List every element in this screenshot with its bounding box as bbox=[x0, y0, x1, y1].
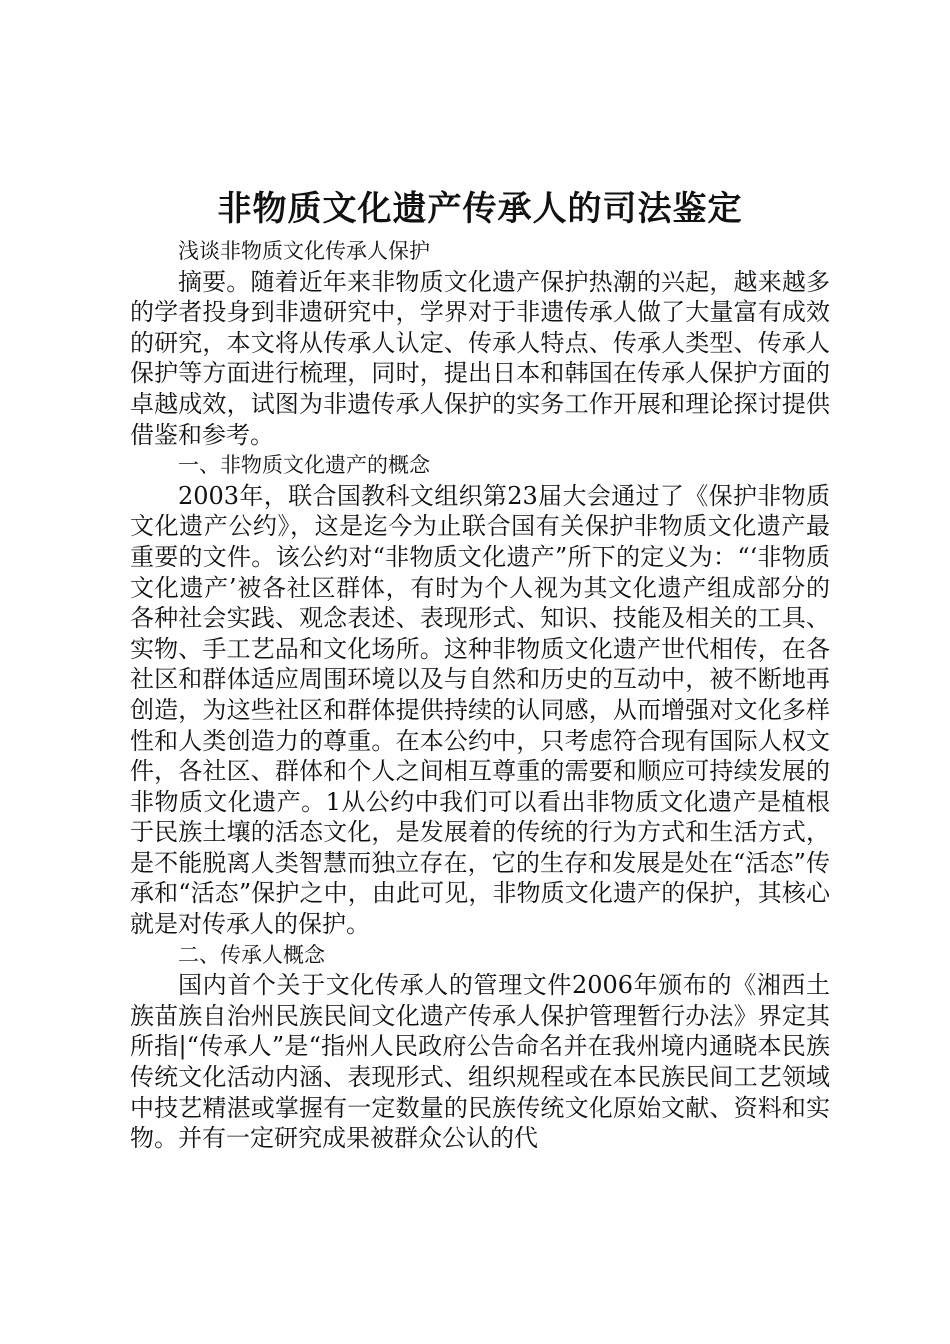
section-body-2: 国内首个关于文化传承人的管理文件2006年颁布的《湘西土族苗族自治州民族民间文化遗产传承人保护管理暂行办法》界定其所指|“传承人”是“指州人民政府公告命名并在我州境内通晓本民族传统文化活动内涵、表现形式、组织规程或在本民族民间工艺领域中技艺精湛或掌握有一定数量的民族传统文化原始文献、资料和实物。并有一定研究成果被群众公认的代 bbox=[130, 971, 830, 1153]
document-page bbox=[130, 184, 830, 1154]
document-subtitle: 浅谈非物质文化传承人保护 bbox=[178, 239, 430, 263]
section-body-1: 2003年，联合国教科文组织第23届大会通过了《保护非物质文化遗产公约》，这是迄今为止联合国有关保护非物质文化遗产最重要的文件。该公约对“非物质文化遗产”所下的定义为：“‘非物质文化遗产’被各社区群体，有时为个人视为其文化遗产组成部分的各种社会实践、观念表述、表现形式、知识、技能及相关的工具、实物、手工艺品和文化场所。这种非物质文化遗产世代相传，在各社区和群体适应周围环境以及与自然和历史的互动中，被不断地再创造，为这些社区和群体提供持续的认同感，从而增强对文化多样性和人类创造力的尊重。在本公约中，只考虑符合现有国际人权文件，各社区、群体和个人之间相互尊重的需要和顺应可持续发展的非物质文化遗产。1从公约中我们可以看出非物质文化遗产是植根于民族土壤的活态文化，是发展着的传统的行为方式和生活方式，是不能脱离人类智慧而独立存在，它的生存和发展是处在“活态”传承和“活态”保护之中，由此可见，非物质文化遗产的保护，其核心就是对传承人的保护。 bbox=[130, 481, 830, 939]
document-title: 非物质文化遗产传承人的司法鉴定 bbox=[217, 189, 743, 229]
abstract-paragraph: 摘要。随着近年来非物质文化遗产保护热潮的兴起，越来越多的学者投身到非遗研究中，学界对于非遗传承人做了大量富有成效的研究，本文将从传承人认定、传承人特点、传承人类型、传承人保护等方面进行梳理，同时，提出日本和韩国在传承人保护方面的卓越成效，试图为非遗传承人保护的实务工作开展和理论探讨提供借鉴和参考。 bbox=[130, 267, 830, 449]
section-heading-2: 二、传承人概念 bbox=[178, 942, 325, 967]
section-heading-1: 一、非物质文化遗产的概念 bbox=[178, 453, 430, 478]
